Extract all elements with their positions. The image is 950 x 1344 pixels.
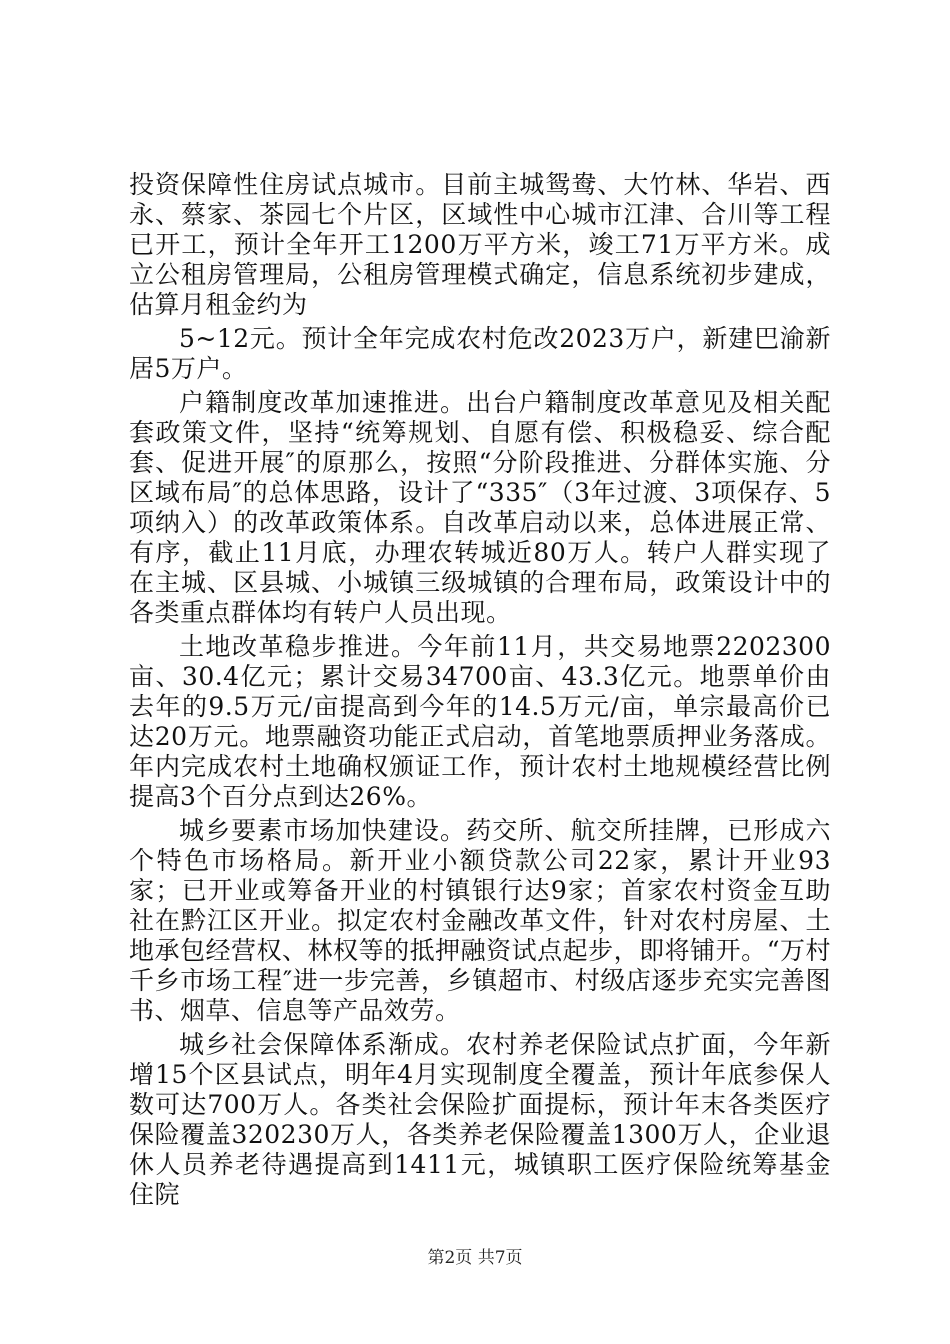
paragraph-social-security: 城乡社会保障体系渐成。农村养老保险试点扩面，今年新增15个区县试点，明年4月实现制度全覆盖，预计年底参保人数可达700万人。各类社会保险扩面提标，预计年末各类医疗保险覆盖320230万人，各类养老保险覆盖1300万人，企业退休人员养老待遇提高到1411元，城镇职工医疗保险统筹基金住院 — [129, 1030, 831, 1209]
paragraph-housing-pilot: 投资保障性住房试点城市。目前主城鸳鸯、大竹林、华岩、西永、蔡家、茶园七个片区，区域性中心城市江津、合川等工程已开工，预计全年开工1200万平方米，竣工71万平方米。成立公租房管理局，公租房管理模式确定，信息系统初步建成，估算月租金约为 — [129, 170, 831, 319]
paragraph-land-reform: 土地改革稳步推进。今年前11月，共交易地票2202300亩、30.4亿元；累计交易34700亩、43.3亿元。地票单价由去年的9.5万元/亩提高到今年的14.5万元/亩，单宗最高价已达20万元。地票融资功能正式启动，首笔地票质押业务落成。年内完成农村土地确权颁证工作，预计农村土地规模经营比例提高3个百分点到达26%。 — [129, 632, 831, 811]
paragraph-rent-and-rural-housing: 5~12元。预计全年完成农村危改2023万户，新建巴渝新居5万户。 — [129, 324, 831, 383]
paragraph-household-registration-reform: 户籍制度改革加速推进。出台户籍制度改革意见及相关配套政策文件，坚持“统筹规划、自愿有偿、积极稳妥、综合配套、促进开展″的原那么，按照“分阶段推进、分群体实施、分区域布局″的总体思路，设计了“335″（3年过渡、3项保存、5项纳入）的改革政策体系。自改革启动以来，总体进展正常、有序，截止11月底，办理农转城近80万人。转户人群实现了在主城、区县城、小城镇三级城镇的合理布局，政策设计中的各类重点群体均有转户人员出现。 — [129, 388, 831, 627]
page-footer — [0, 1248, 950, 1268]
page-number: 第2页 共7页 — [427, 1248, 523, 1268]
document-body — [129, 170, 831, 1214]
paragraph-factor-markets: 城乡要素市场加快建设。药交所、航交所挂牌，已形成六个特色市场格局。新开业小额贷款公司22家，累计开业93家；已开业或筹备开业的村镇银行达9家；首家农村资金互助社在黔江区开业。拟定农村金融改革文件，针对农村房屋、土地承包经营权、林权等的抵押融资试点起步，即将铺开。“万村千乡市场工程″进一步完善，乡镇超市、村级店逐步充实完善图书、烟草、信息等产品效劳。 — [129, 816, 831, 1025]
